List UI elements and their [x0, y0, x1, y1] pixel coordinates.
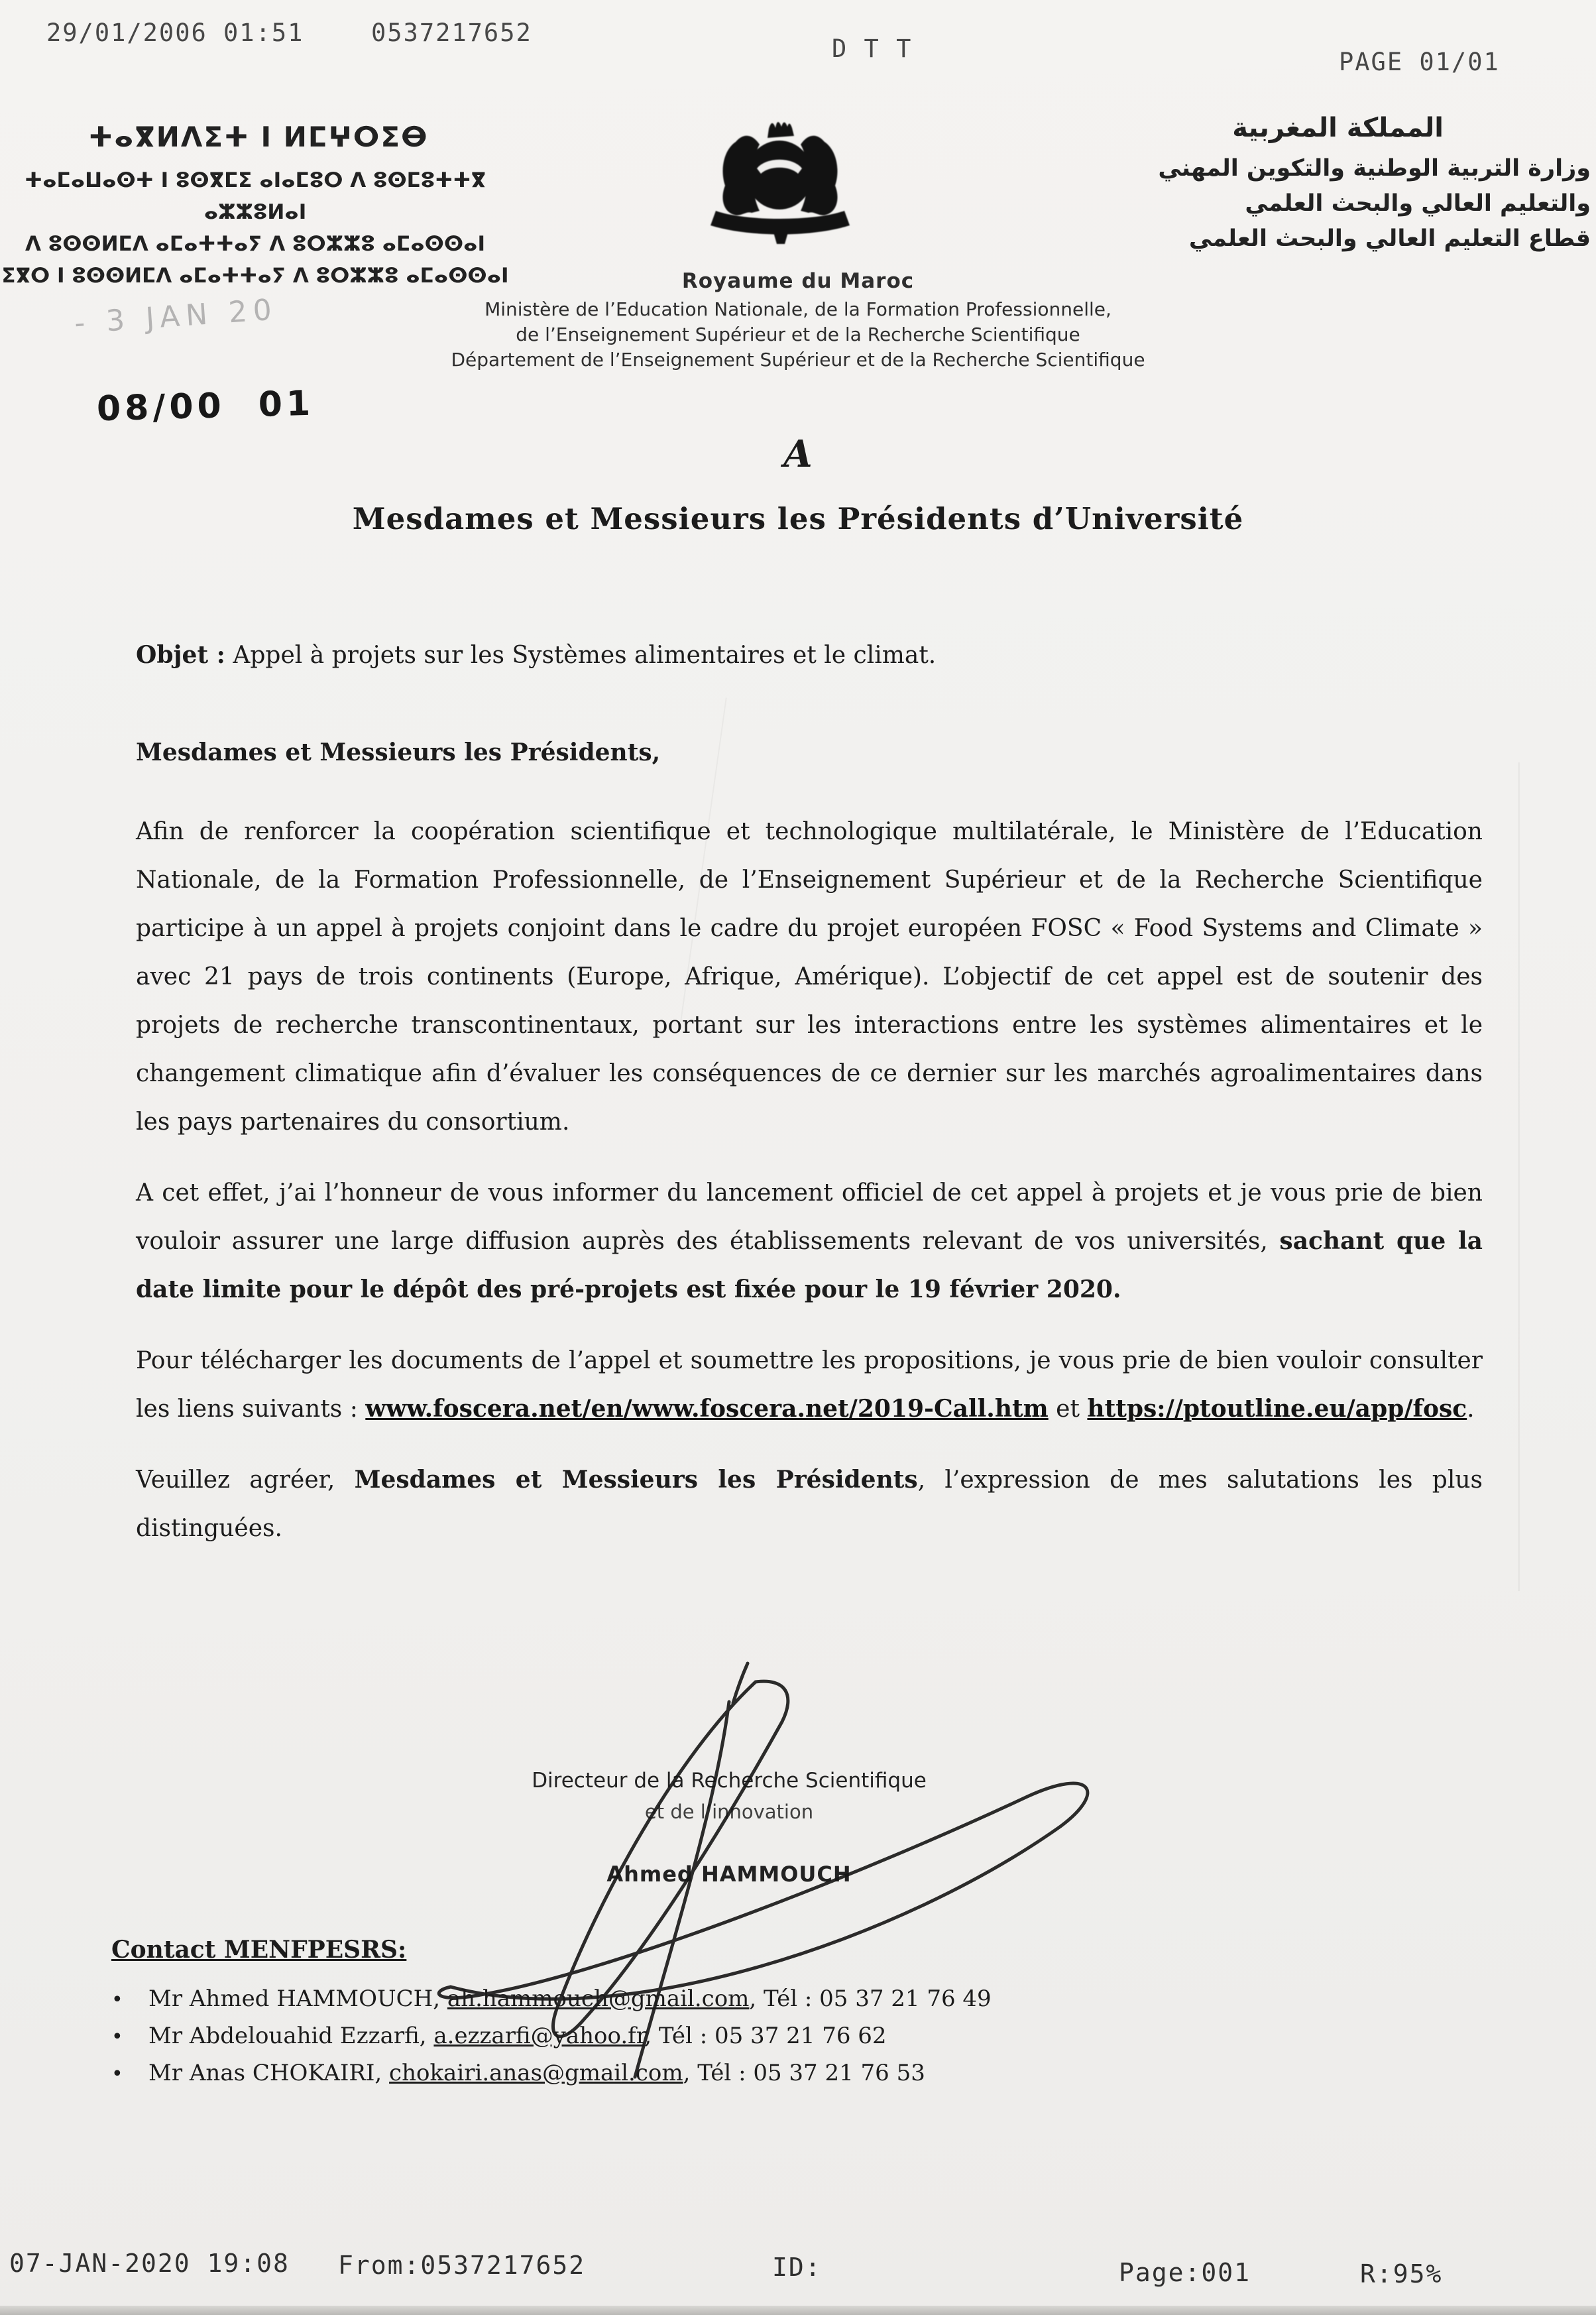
- contact-tel: , Tél : 05 37 21 76 62: [644, 2023, 887, 2049]
- closing-pre: Veuillez agréer,: [136, 1466, 355, 1494]
- subject-text: Appel à projets sur les Systèmes alimentaires et le climat.: [225, 642, 937, 669]
- paragraph-1: Afin de renforcer la coopération scientifique et technologique multilatérale, le Ministère de l’Education Nationale, de la Formation Professionnelle, de l’Enseignement Supérieur et de la Recherche Scientifique participe à un appel à projets conjoint dans le cadre du projet européen FOSC « Food Systems and Climate » avec 21 pays de trois continents (Europe, Afrique, Amérique). L’objectif de cet appel est de soutenir des projets de recherche transcontinentaux, portant sur les interactions entre les systèmes alimentaires et le changement climatique afin d’évaluer les conséquences de ce dernier sur les marchés agroalimentaires dans les pays partenaires du consortium.: [136, 818, 1483, 1136]
- paragraph-3-mid: et: [1048, 1395, 1088, 1423]
- paragraph-3-end: .: [1467, 1395, 1475, 1423]
- tifinagh-line2: ⵜⴰⵎⴰⵡⴰⵙⵜ ⵏ ⵓⵙⴳⵎⵉ ⴰⵏⴰⵎⵓⵔ ⴷ ⵓⵙⵎⵓⵜⵜⴳ ⴰⵣⵣⵓⵍⴰⵏ: [24, 168, 486, 224]
- letterhead-department: Département de l’Enseignement Supérieur et de la Recherche Scientifique: [451, 349, 1145, 371]
- moroccan-coat-of-arms-icon: [695, 111, 867, 251]
- fax-footer-from: From:0537217652: [338, 2251, 586, 2280]
- contact-section: [111, 1936, 1304, 2092]
- closing-addressees: Mesdames et Messieurs les Présidents: [354, 1466, 918, 1494]
- subject-label: Objet :: [136, 641, 225, 669]
- contact-email[interactable]: a.ezzarfi@yahoo.fr: [433, 2023, 645, 2049]
- paper-crease: [1518, 762, 1520, 1591]
- fax-footer-id: ID:: [772, 2253, 822, 2282]
- contact-email[interactable]: ah.hammouch@gmail.com: [447, 1986, 750, 2012]
- signer-role-line1: Directeur de la Recherche Scientifique: [532, 1769, 927, 1793]
- greeting-line: Mesdames et Messieurs les Présidents,: [136, 739, 661, 766]
- contact-entry: [148, 1981, 992, 2017]
- contact-name: Mr Ahmed HAMMOUCH,: [148, 1986, 447, 2012]
- ptoutline-link[interactable]: https://ptoutline.eu/app/fosc: [1087, 1395, 1467, 1423]
- contact-row-chokairi: [111, 2055, 1304, 2092]
- contact-entry: [148, 2018, 887, 2054]
- letterhead-ministry-line1: Ministère de l’Education Nationale, de la Formation Professionnelle,: [484, 298, 1112, 320]
- fax-footer-datetime: 07-JAN-2020 19:08: [9, 2249, 290, 2278]
- letterhead-tifinagh-kingdom: ⵜⴰⴳⵍⴷⵉⵜ ⵏ ⵍⵎⵖⵔⵉⴱ: [88, 121, 429, 153]
- closing-post: , l’expression de mes salutations les plus distinguées.: [136, 1466, 1483, 1542]
- scan-bottom-edge: [0, 2306, 1596, 2315]
- fax-header-code: D T T: [832, 34, 913, 63]
- contact-name: Mr Anas CHOKAIRI,: [148, 2060, 390, 2086]
- bullet-icon: •: [111, 2025, 123, 2048]
- letter-body: [136, 631, 1483, 1575]
- fax-header-number: 0537217652: [371, 19, 532, 47]
- arabic-line3: والتعليم العالي والبحث العلمي: [1245, 190, 1591, 217]
- arabic-line2: وزارة التربية الوطنية والتكوين المهني: [1158, 155, 1591, 182]
- contact-row-hammouch: [111, 1981, 1304, 2018]
- fax-footer-resolution: R:95%: [1360, 2259, 1443, 2288]
- contact-heading: Contact MENFPESRS:: [111, 1936, 407, 1964]
- arabic-line4: قطاع التعليم العالي والبحث العلمي: [1188, 225, 1591, 252]
- received-date-stamp: - 3 JAN 20: [73, 292, 279, 341]
- letterhead-arabic-ministry: [1158, 151, 1591, 257]
- addressee-prefix: A: [783, 432, 813, 476]
- fax-header-datetime: 29/01/2006 01:51: [46, 19, 304, 47]
- letterhead-arabic-kingdom: المملكة المغربية: [1232, 113, 1444, 143]
- signer-role-line2: et de l’innovation: [644, 1801, 814, 1823]
- handwritten-reference-number: 08/00 01: [96, 383, 315, 430]
- fax-header-page: PAGE 01/01: [1339, 48, 1500, 76]
- fax-footer-page: Page:001: [1119, 2258, 1251, 2287]
- deadline-emphasis: sachant que la date limite pour le dépôt des pré-projets est fixée pour le 19 février 2020.: [136, 1227, 1483, 1303]
- tifinagh-line3: ⴷ ⵓⵙⵙⵍⵎⴷ ⴰⵎⴰⵜⵜⴰⵢ ⴷ ⵓⵔⵣⵣⵓ ⴰⵎⴰⵙⵙⴰⵏ: [25, 232, 485, 256]
- contact-entry: [148, 2055, 925, 2091]
- closing-paragraph: [136, 1456, 1483, 1553]
- subject-line: [136, 631, 1483, 680]
- contact-tel: , Tél : 05 37 21 76 53: [683, 2060, 925, 2086]
- letterhead-ministry-line2: de l’Enseignement Supérieur et de la Recherche Scientifique: [516, 324, 1080, 345]
- paragraph-2-text: A cet effet, j’ai l’honneur de vous informer du lancement officiel de cet appel à projets et je vous prie de bien vouloir assurer une large diffusion auprès des établissements relevant de vos universités,: [136, 1179, 1483, 1255]
- contact-row-ezzarfi: [111, 2018, 1304, 2055]
- tifinagh-line4: ⵉⴳⵔ ⵏ ⵓⵙⵙⵍⵎⴷ ⴰⵎⴰⵜⵜⴰⵢ ⴷ ⵓⵔⵣⵣⵓ ⴰⵎⴰⵙⵙⴰⵏ: [1, 264, 509, 288]
- foscera-call-link[interactable]: www.foscera.net/en/www.foscera.net/2019-Call.htm: [365, 1395, 1049, 1423]
- page-title: Mesdames et Messieurs les Présidents d’Université: [352, 501, 1244, 536]
- contact-email[interactable]: chokairi.anas@gmail.com: [389, 2060, 683, 2086]
- paragraph-2: [136, 1169, 1483, 1314]
- bullet-icon: •: [111, 1988, 123, 2011]
- contact-tel: , Tél : 05 37 21 76 49: [749, 1986, 992, 2012]
- signer-name: Ahmed HAMMOUCH: [606, 1862, 852, 1887]
- contact-name: Mr Abdelouahid Ezzarfi,: [148, 2023, 434, 2049]
- paragraph-3: [136, 1336, 1483, 1433]
- letterhead-kingdom-fr: Royaume du Maroc: [681, 269, 915, 293]
- bullet-icon: •: [111, 2062, 123, 2086]
- paragraph-3-intro: Pour télécharger les documents de l’appel et soumettre les propositions, je vous prie de bien vouloir consulter les liens suivants :: [136, 1347, 1483, 1423]
